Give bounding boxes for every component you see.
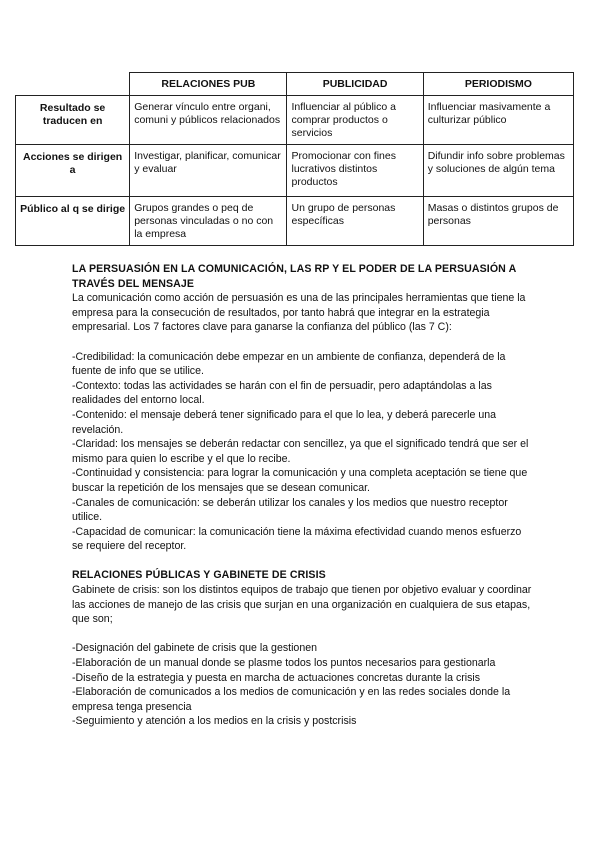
table-row xyxy=(16,197,574,246)
table-cell: Un grupo de personas específicas xyxy=(287,197,423,246)
row-header: Público al q se dirige xyxy=(16,197,130,246)
column-header: RELACIONES PUB xyxy=(130,73,287,96)
table-header-row xyxy=(16,73,574,96)
list-item: -Contexto: todas las actividades se harán con el fin de persuadir, pero adaptándolas a las realidades del entorno local. xyxy=(72,379,492,407)
column-header: PERIODISMO xyxy=(423,73,573,96)
table-cell: Masas o distintos grupos de personas xyxy=(423,197,573,246)
table-corner xyxy=(16,73,130,96)
section-heading-persuasion: LA PERSUASIÓN EN LA COMUNICACIÓN, LAS RP Y EL PODER DE LA PERSUASIÓN A TRAVÉS DEL MENSAJE xyxy=(72,263,516,290)
table-cell: Investigar, planificar, comunicar y evaluar xyxy=(130,145,287,197)
list-item: -Credibilidad: la comunicación debe empezar en un ambiente de confianza, dependerá de la fuente de info que se utilice. xyxy=(72,350,506,378)
row-header: Resultado se traducen en xyxy=(16,96,130,145)
list-item: -Continuidad y consistencia: para lograr la comunicación y una completa aceptación se tiene que buscar la repetición de los mensajes que se desean comunicar. xyxy=(72,467,528,494)
table-row xyxy=(16,145,574,197)
spacer xyxy=(72,554,532,569)
list-item: -Elaboración de comunicados a los medios de comunicación y en las redes sociales donde la empresa tenga presencia xyxy=(72,686,511,713)
list-item: -Designación del gabinete de crisis que la gestionen xyxy=(72,642,317,655)
table-cell: Promocionar con fines lucrativos distintos productos xyxy=(287,145,423,197)
list-item: -Capacidad de comunicar: la comunicación tiene la máxima efectividad cuando menos esfuerzo se requiere del receptor. xyxy=(72,525,522,553)
table-row xyxy=(16,96,574,145)
spacer xyxy=(72,335,532,350)
table-cell: Influenciar al público a comprar productos o servicios xyxy=(287,96,423,145)
column-header: PUBLICIDAD xyxy=(287,73,423,96)
spacer xyxy=(72,627,532,642)
document-body xyxy=(72,262,532,729)
table-cell: Difundir info sobre problemas y soluciones de algún tema xyxy=(423,145,573,197)
list-item: -Contenido: el mensaje deberá tener significado para el que lo lea, y deberá parecerle una revelación. xyxy=(72,408,497,436)
section-intro-persuasion: La comunicación como acción de persuasión es una de las principales herramientas que tiene la empresa para la consecución de resultados, por tanto habrá que integrar en la estrategia empresarial. Los 7 factores clave para ganarse la confianza del público (las 7 C): xyxy=(72,292,526,334)
list-item: -Elaboración de un manual donde se plasme todos los puntos necesarios para gestionarla xyxy=(72,657,496,670)
comparison-table xyxy=(15,72,574,246)
list-item: -Diseño de la estrategia y puesta en marcha de actuaciones concretas durante la crisis xyxy=(72,671,481,684)
list-item: -Seguimiento y atención a los medios en la crisis y postcrisis xyxy=(72,715,357,728)
section-heading-crisis: RELACIONES PÚBLICAS Y GABINETE DE CRISIS xyxy=(72,569,326,582)
row-header: Acciones se dirigen a xyxy=(16,145,130,197)
table-cell: Grupos grandes o peq de personas vinculadas o no con la empresa xyxy=(130,197,287,246)
table-cell: Influenciar masivamente a culturizar público xyxy=(423,96,573,145)
list-item: -Claridad: los mensajes se deberán redactar con sencillez, ya que el significado tendrá que ser el mismo para quien lo escribe y el que lo recibe. xyxy=(72,438,529,465)
table-cell: Generar vínculo entre organi, comuni y públicos relacionados xyxy=(130,96,287,145)
section-intro-crisis: Gabinete de crisis: son los distintos equipos de trabajo que tienen por objetivo evaluar y coordinar las acciones de manejo de las crisis que surjan en una organización en cualquiera de sus etapas, que son; xyxy=(72,584,532,626)
list-item: -Canales de comunicación: se deberán utilizar los canales y los medios que nuestro receptor utilice. xyxy=(72,496,508,524)
